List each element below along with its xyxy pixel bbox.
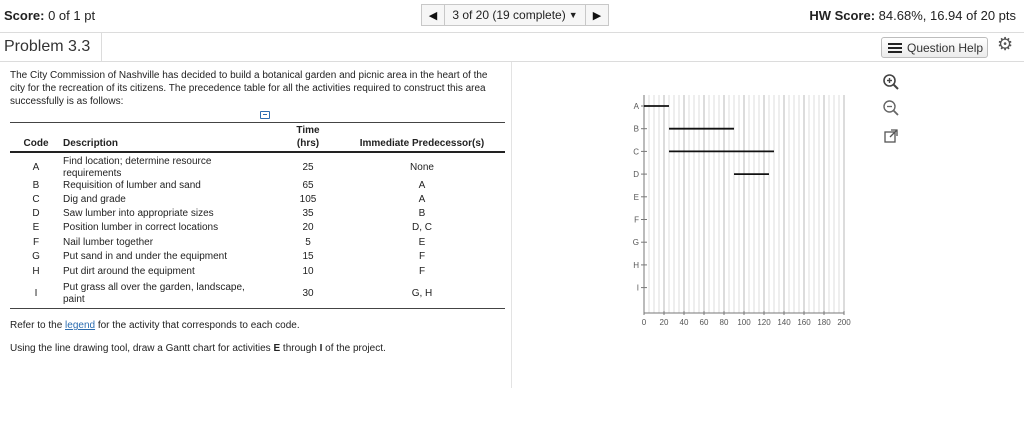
header-time-unit: (hrs) (296, 138, 320, 149)
score (4, 8, 95, 23)
row-time: 10 (302, 266, 314, 277)
problem-title: Problem 3.3 (4, 38, 91, 55)
y-tick-label-h: H (633, 260, 639, 270)
row-predecessors: B (418, 208, 426, 219)
row-code: C (32, 194, 40, 205)
row-predecessors: D, C (412, 222, 432, 233)
row-description: Put grass all over the garden, landscape, (63, 282, 245, 293)
y-tick-label-a: A (633, 102, 639, 111)
table-top-rule (10, 122, 505, 123)
x-tick-label: 80 (719, 318, 729, 327)
pane-divider (511, 62, 512, 388)
hw-score-label: HW Score: (809, 8, 876, 23)
row-predecessors: F (418, 266, 426, 277)
instructions-end-activity: I (319, 343, 323, 354)
instructions (10, 343, 386, 354)
gantt-chart[interactable] (620, 90, 851, 330)
x-tick-label: 160 (797, 318, 811, 327)
score-value: 0 of 1 pt (48, 8, 96, 23)
row-time: 25 (302, 162, 314, 173)
row-description-cont: paint (63, 294, 85, 305)
menu-icon (888, 43, 902, 53)
next-question-button[interactable]: ▶ (585, 4, 609, 26)
y-tick-label-f: F (634, 215, 639, 225)
x-tick-label: 0 (641, 318, 647, 327)
x-tick-label: 120 (757, 318, 771, 327)
row-predecessors: F (418, 251, 426, 262)
top-bar (0, 0, 1024, 30)
row-code: E (32, 222, 40, 233)
header-divider (101, 33, 102, 61)
table-bottom-rule (10, 308, 505, 309)
row-code: G (32, 251, 40, 262)
row-predecessors: A (418, 180, 426, 191)
row-description: Put sand in and under the equipment (63, 251, 228, 262)
row-description: Saw lumber into appropriate sizes (63, 208, 214, 219)
score-label: Score: (4, 8, 45, 23)
row-description: Position lumber in correct locations (63, 222, 219, 233)
row-description-cont: requirements (63, 168, 122, 179)
row-description: Dig and grade (63, 194, 126, 205)
row-description: Put dirt around the equipment (63, 266, 195, 277)
previous-question-button[interactable]: ◀ (421, 4, 445, 26)
popout-icon[interactable] (881, 126, 901, 146)
question-position: 3 of 20 (19 complete) (452, 8, 566, 22)
x-tick-label: 20 (659, 318, 669, 327)
table-header-rule (10, 151, 505, 153)
row-time: 65 (302, 180, 314, 191)
zoom-out-icon[interactable] (881, 98, 901, 118)
row-code: A (32, 162, 40, 173)
row-code: I (34, 288, 38, 299)
row-time: 35 (302, 208, 314, 219)
header-description: Description (63, 138, 119, 149)
header-time: Time (296, 125, 320, 136)
question-help-button[interactable] (881, 37, 988, 58)
row-predecessors: None (410, 162, 434, 173)
x-tick-label: 40 (679, 318, 689, 327)
row-time: 105 (299, 194, 317, 205)
y-tick-label-b: B (633, 124, 639, 134)
x-tick-label: 180 (817, 318, 831, 327)
problem-intro: The City Commission of Nashville has decided to build a botanical garden and picnic area in the heart of the city for the recreation of its citizens. The precedence table for all the activities required to construct this area successfully is as follows: (10, 70, 488, 107)
row-code: D (32, 208, 40, 219)
row-description: Requisition of lumber and sand (63, 180, 201, 191)
row-predecessors: A (418, 194, 426, 205)
x-tick-label: 200 (837, 318, 851, 327)
question-help-label: Question Help (907, 40, 984, 55)
y-tick-label-e: E (633, 192, 639, 202)
x-tick-label: 100 (737, 318, 751, 327)
gear-icon[interactable]: ⚙ (997, 34, 1014, 54)
y-tick-label-d: D (633, 170, 639, 180)
problem-header (0, 32, 1024, 62)
row-time: 30 (302, 288, 314, 299)
instructions-text-end: of the project. (322, 343, 386, 354)
row-code: B (32, 180, 40, 191)
question-selector[interactable] (445, 4, 585, 26)
row-predecessors: E (418, 237, 426, 248)
header-code: Code (23, 138, 49, 149)
legend-reference-text-end: for the activity that corresponds to each code. (95, 320, 300, 331)
y-tick-label-i: I (636, 283, 639, 293)
zoom-in-icon[interactable] (881, 72, 901, 92)
header-predecessors: Immediate Predecessor(s) (359, 138, 485, 149)
row-time: 20 (302, 222, 314, 233)
hw-score (809, 8, 1016, 23)
y-tick-label-c: C (633, 147, 639, 157)
row-description: Nail lumber together (63, 237, 154, 248)
precedence-table (10, 122, 505, 312)
row-code: H (32, 266, 40, 277)
row-time: 15 (302, 251, 314, 262)
y-tick-label-g: G (632, 238, 639, 248)
legend-reference-text: Refer to the (10, 320, 66, 331)
legend-reference (10, 320, 300, 331)
row-description: Find location; determine resource (63, 156, 212, 167)
row-code: F (32, 237, 40, 248)
instructions-start-activity: E (273, 343, 281, 354)
legend-link[interactable]: legend (65, 320, 96, 331)
x-tick-label: 140 (777, 318, 791, 327)
hw-score-value: 84.68%, 16.94 of 20 pts (878, 8, 1016, 23)
chevron-down-icon: ▼ (568, 10, 578, 20)
x-tick-label: 60 (699, 318, 709, 327)
row-time: 5 (305, 237, 311, 248)
table-icon[interactable] (260, 111, 270, 119)
question-pager (421, 4, 609, 26)
instructions-text: Using the line drawing tool, draw a Gantt chart for activities (10, 343, 274, 354)
row-predecessors: G, H (411, 288, 433, 299)
instructions-text-mid: through (280, 343, 320, 354)
